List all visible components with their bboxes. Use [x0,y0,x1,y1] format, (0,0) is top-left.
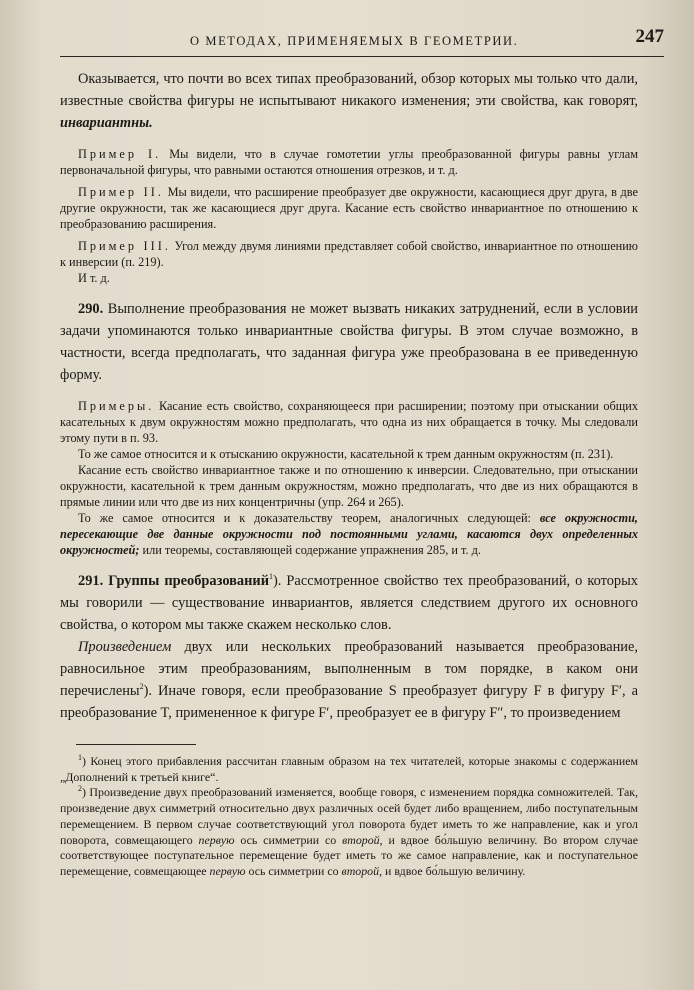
section-291-number: 291. [78,573,104,589]
example-1-label: Пример I. [78,147,162,161]
example-1 [60,146,638,178]
page-header [60,22,664,57]
footnote-2-text-d: ось симметрии со [245,863,342,878]
section-291-text: . Рассмотренное свойство тех преобразований, о которых мы говорили — существование инвариантов, является следствием другого их основного свойства, о котором мы также скажем несколько слов. [60,573,638,633]
footnote-2-mark: 2 [78,784,82,794]
footnotes [60,754,638,880]
footnote-2-text-a: Произведение двух преобразований изменяется, вообще говоря, с изменением порядка сомножителей. Так, произведение двух симметрий относительно двух различных осей будет либо вращением, либо поступательным перемещением. В первом случае соответствующий угол поворота будет иметь то же направление, как и угол поворота, совмещающего [60,785,638,847]
examples-2-p4-start: То же самое относится и к доказательству теорем, аналогичных следующей: [78,511,540,525]
footnote-ref-2: 2 [139,682,144,692]
body-text [60,68,638,724]
section-290 [60,298,638,386]
footnote-2-text-c: , и вдвое бо́льшую величину. Во втором случае соответствующее поступательное перемещение будет иметь то же самое направление, как и поступательное перемещение, совмещающее [60,832,638,878]
footnote-1-mark: 1 [78,753,82,763]
example-3-after: И т. д. [78,271,110,285]
example-3-text: Угол между двумя линиями представляет собой свойство, инвариантное по отношению к инверсии (п. 219). [60,239,638,269]
section-291-title: Группы преобразований [108,573,269,589]
examples-2-p3: Касание есть свойство инвариантное также и по отношению к инверсии. Следовательно, при отыскании окружности, касательной к трем данным окружностям, можно предполагать, что две из них обращаются в прямые линии или что две из них концентричны (упр. 264 и 265). [60,463,638,509]
intro-paragraph [60,68,638,134]
footnote-2-italic-3: первую [209,863,246,878]
product-text-2: . Иначе говоря, если преобразование S преобразует фигуру F в фигуру F′, а преобразование T, примененное к фигуре F′, преобразует ее в фигуру F″, то произведением [60,683,638,721]
page-number: 247 [635,26,664,47]
example-2-text: Мы видели, что расширение преобразует две окружности, касающиеся друг друга, в две другие окружности, так же касающиеся друг друга. Касание есть свойство инвариантное по отношению к преобразованию расширения. [60,185,638,231]
section-291: 291. Группы преобразований$^1$). Рассмотренное свойство тех преобразований, о которых мы говорили — существование инвариантов, является следствием другого их основного свойства, о котором мы также скажем несколько слов. [60,572,638,633]
examples-2-p4 [60,510,638,558]
examples-2-label: Примеры. [78,399,155,413]
running-head: О МЕТОДАХ, ПРИМЕНЯЕМЫХ В ГЕОМЕТРИИ. [190,34,519,48]
product-text-1: двух или нескольких преобразований называется преобразование, равносильное этим преобразованиям, выполненным в том порядке, в каком они перечислены [60,639,638,699]
footnote-1: $^1$) Конец этого прибавления рассчитан главным образом на тех читателей, которые знакомы с содержанием „Дополнений к третьей книге“. [60,753,638,784]
footnote-rule [76,744,196,745]
footnote-2-italic-2: второй [342,832,380,847]
intro-text: Оказывается, что почти во всех типах преобразований, обзор которых мы только что дали, известные свойства фигуры не испытывают никакого изменения; эти свойства, как говорят, [60,71,638,109]
theorem-statement: все окружности, пересекающие две данные окружности под постоянными углами, касаются двух определенных окружностей; [60,511,638,557]
examples-2-p1-text: Касание есть свойство, сохраняющееся при расширении; поэтому при отыскании общих касательных к двум окружностям можно предполагать, что одна из них обращается в точку. Мы следовали этому пути в п. 93. [60,399,638,445]
product-paragraph: Произведением двух или нескольких преобразований называется преобразование, равносильное этим преобразованиям, выполненным в том порядке, в каком они перечислены$^2$). Иначе говоря, если преобразование S преобразует фигуру F в фигуру F′, а преобразование T, примененное к фигуре F′, преобразует ее в фигуру F″, то произведением [60,639,638,721]
examples-2-p4-end: или теоремы, составляющей содержание упражнения 285, и т. д. [139,543,481,557]
footnote-1-text: Конец этого прибавления рассчитан главным образом на тех читателей, которые знакомы с содержанием „Дополнений к третьей книге“. [60,754,638,784]
example-1-text: Мы видели, что в случае гомотетии углы преобразованной фигуры равны углам первоначальной фигуры, что равными остаются отношения отрезков, и т. д. [60,147,638,177]
footnote-2-text-e: , и вдвое бо́льшую величину. [379,863,526,878]
examples-2-p2: То же самое относится и к отысканию окружности, касательной к трем данным окружностям (п. 231). [78,447,614,461]
term-product: Произведением [78,639,172,655]
footnote-2-italic-4: второй [341,863,380,878]
footnote-2-italic-1: первую [198,832,235,847]
section-290-number: 290. [78,301,104,317]
section-290-text: Выполнение преобразования не может вызвать никаких затруднений, если в условии задачи упоминаются только инвариантные свойства фигуры. В этом случае возможно, в частности, всегда предполагать, что заданная фигура уже преобразована в ее приведенную форму. [60,301,638,383]
example-3-label: Пример III. [78,239,171,253]
term-invariant: инвариантны. [60,115,153,131]
example-3 [60,238,638,270]
examples-2-p1 [60,398,638,446]
example-2-label: Пример II. [78,185,164,199]
example-2 [60,184,638,232]
footnote-2: $^2$) Произведение двух преобразований изменяется, вообще говоря, с изменением порядка сомножителей. Так, произведение двух симметрий относительно двух различных осей будет либо вращением, либо поступательным перемещением. В первом случае соответствующий угол поворота будет иметь то же направление, как и угол поворота, совмещающего первую ось симметрии со второй, и вдвое бо́льшую величину. Во втором случае соответствующее поступательное перемещение будет иметь то же самое направление, как и поступательное перемещение, совмещающее первую ось симметрии со второй, и вдвое бо́льшую величину. [60,784,638,878]
footnote-2-text-b: ось симметрии со [234,832,343,847]
footnote-ref-1: 1 [269,572,273,582]
